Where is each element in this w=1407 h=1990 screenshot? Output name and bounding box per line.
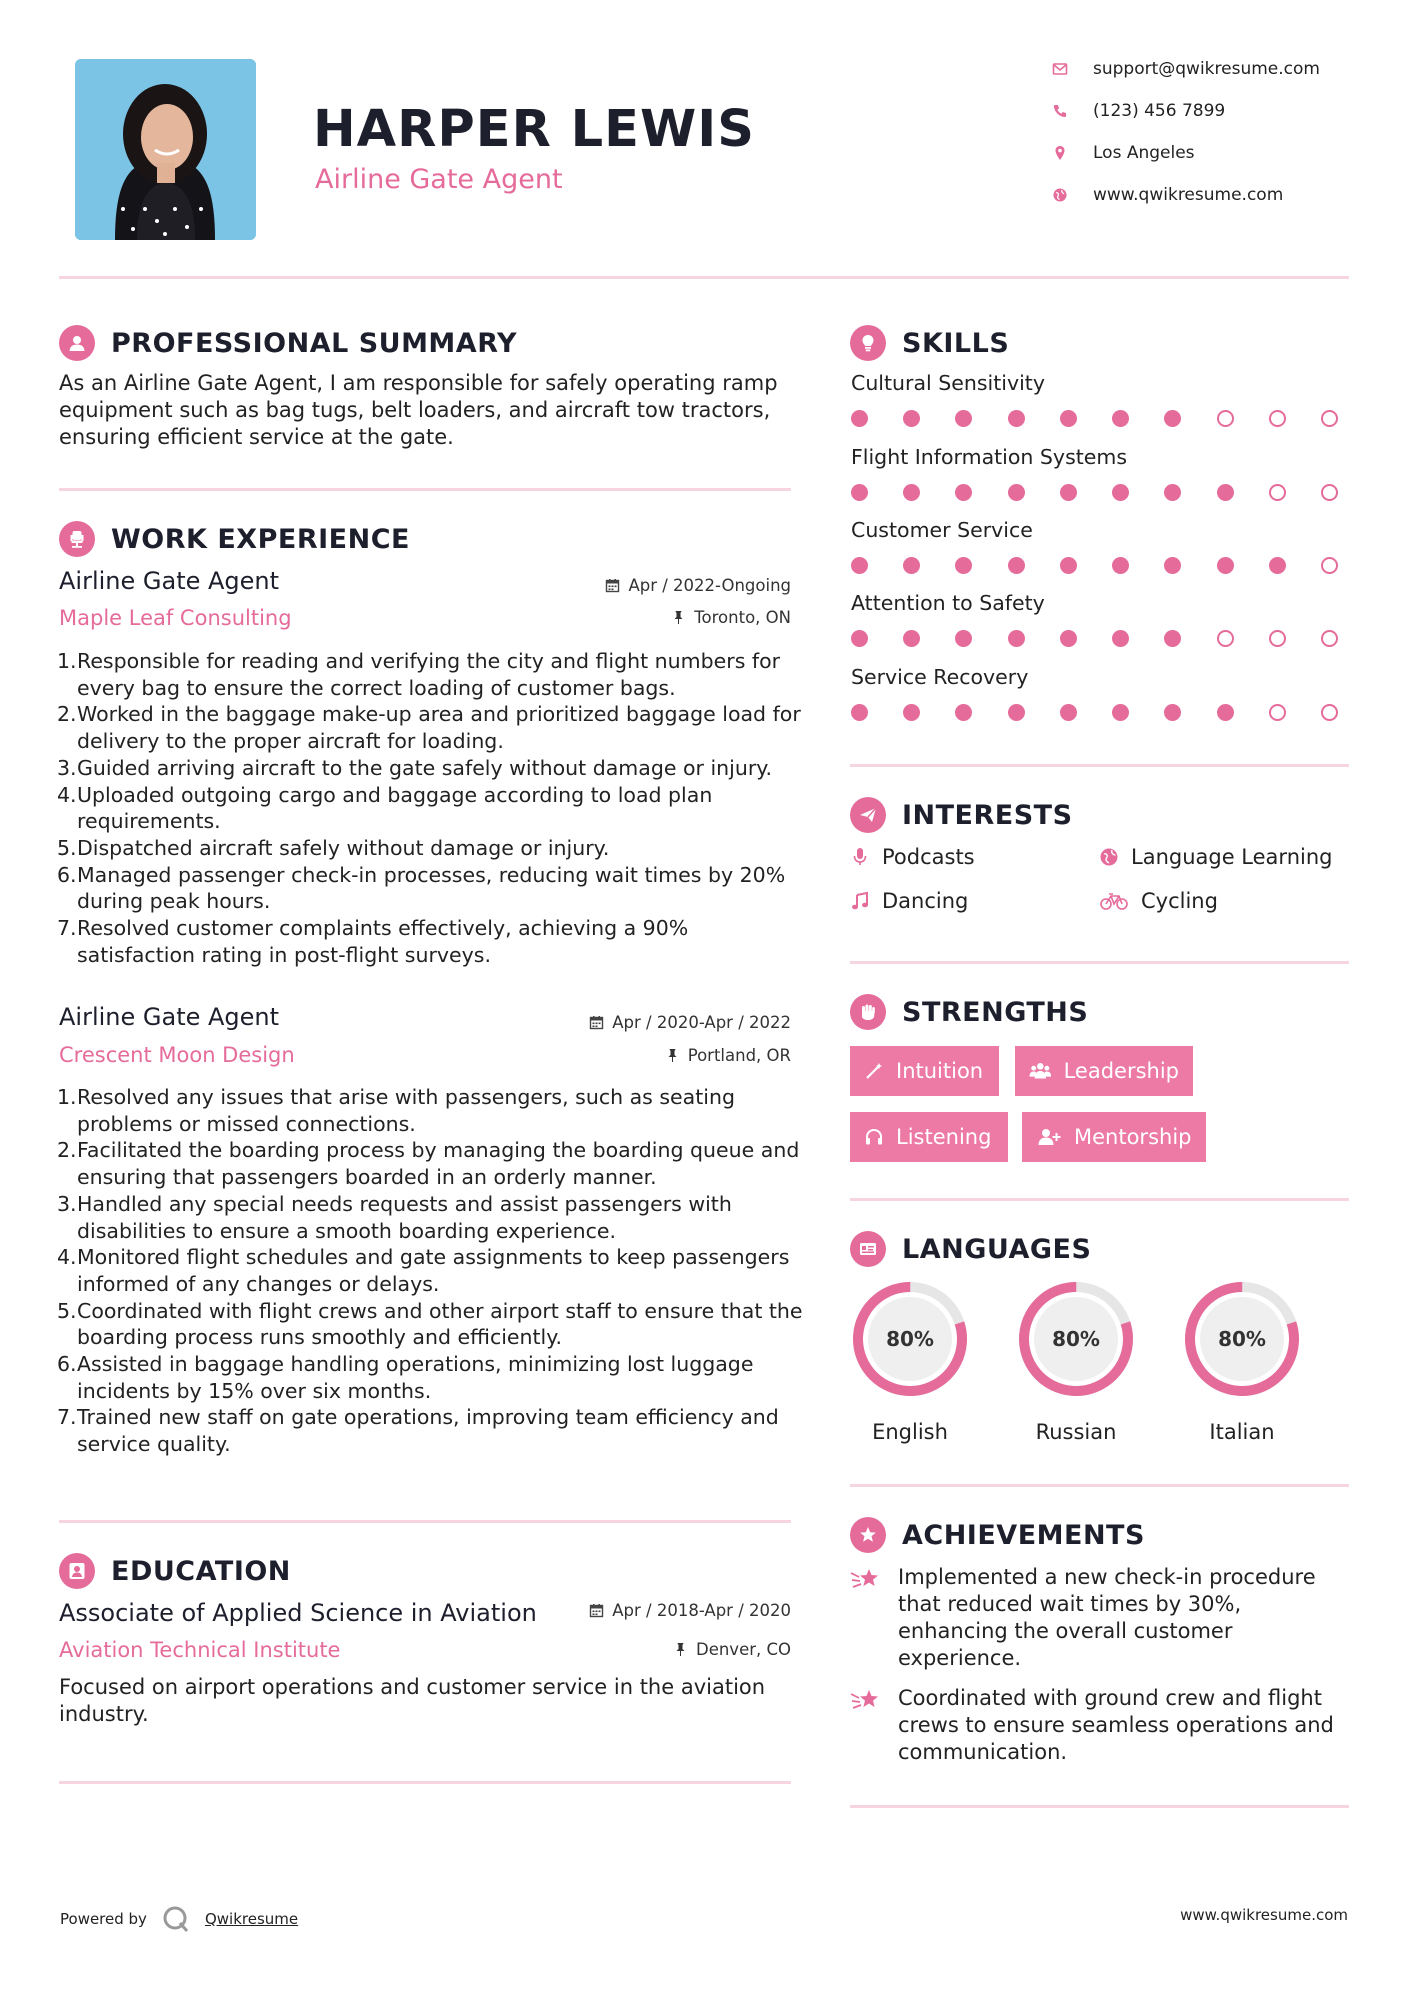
rating-dot-empty xyxy=(1321,704,1338,721)
rating-dot-filled xyxy=(903,484,920,501)
skills-header xyxy=(850,325,1009,361)
skill-rating xyxy=(851,484,1338,501)
strengths-divider xyxy=(850,1198,1349,1201)
calendar-icon xyxy=(605,578,620,593)
strength-label: Mentorship xyxy=(1074,1125,1192,1149)
star-badge-icon xyxy=(850,1517,886,1553)
interest-label: Cycling xyxy=(1141,889,1218,913)
education-header xyxy=(59,1553,291,1589)
rating-dot-empty xyxy=(1269,630,1286,647)
powered-by-label: Powered by xyxy=(60,1910,147,1928)
language-percent: 80% xyxy=(1218,1327,1266,1351)
job-2-duties xyxy=(59,1084,804,1458)
skill-rating xyxy=(851,630,1338,647)
job-2-company: Crescent Moon Design xyxy=(59,1043,295,1067)
summary-header xyxy=(59,325,517,361)
shooting-star-icon xyxy=(850,1565,882,1593)
rating-dot-filled xyxy=(1008,704,1025,721)
language-item xyxy=(840,1278,980,1444)
calendar-icon xyxy=(589,1603,604,1618)
interests-heading: INTERESTS xyxy=(902,799,1073,831)
achievement-text: Coordinated with ground crew and flight crews to ensure seamless operations and communication. xyxy=(898,1686,1334,1764)
rating-dot-filled xyxy=(1217,704,1234,721)
rating-dot-empty xyxy=(1269,484,1286,501)
language-name: Russian xyxy=(1035,1420,1117,1444)
microphone-icon xyxy=(850,847,870,867)
rating-dot-filled xyxy=(955,704,972,721)
rating-dot-filled xyxy=(1217,557,1234,574)
rating-dot-filled xyxy=(1164,484,1181,501)
strength-label: Listening xyxy=(896,1125,992,1149)
rating-dot-filled xyxy=(1060,630,1077,647)
education-divider xyxy=(59,1781,791,1784)
profile-photo xyxy=(75,59,256,240)
rating-dot-empty xyxy=(1321,484,1338,501)
skill-name: Customer Service xyxy=(851,518,1033,542)
skill-name: Attention to Safety xyxy=(851,591,1045,615)
job-1-company: Maple Leaf Consulting xyxy=(59,606,292,630)
rating-dot-filled xyxy=(851,557,868,574)
experience-header xyxy=(59,521,410,557)
education-dates-text: Apr / 2018-Apr / 2020 xyxy=(612,1601,791,1620)
languages-heading: LANGUAGES xyxy=(902,1233,1092,1265)
skill-name: Flight Information Systems xyxy=(851,445,1128,469)
languages-header xyxy=(850,1231,1091,1267)
job-2-dates xyxy=(589,1013,791,1032)
rating-dot-filled xyxy=(955,484,972,501)
pushpin-icon xyxy=(665,1048,680,1063)
language-item xyxy=(1172,1278,1312,1444)
job-1-dates xyxy=(605,576,791,595)
strength-tag xyxy=(1015,1046,1193,1096)
office-chair-icon xyxy=(59,521,95,557)
contact-location xyxy=(1052,141,1352,165)
candidate-name: HARPER LEWIS xyxy=(313,100,755,159)
list-item: 4. Monitored flight schedules and gate assignments to keep passengers informed of any changes or delays. xyxy=(57,1245,790,1296)
languages-divider xyxy=(850,1484,1349,1487)
rating-dot-filled xyxy=(851,484,868,501)
strength-tag xyxy=(850,1112,1008,1162)
skill-name: Service Recovery xyxy=(851,665,1029,689)
rating-dot-filled xyxy=(1112,704,1129,721)
strength-tag xyxy=(1022,1112,1206,1162)
rating-dot-filled xyxy=(1008,557,1025,574)
rating-dot-empty xyxy=(1217,410,1234,427)
job-1-location-text: Toronto, ON xyxy=(694,608,791,627)
interest-item xyxy=(1099,889,1218,913)
qwikresume-logo-icon xyxy=(161,1904,191,1934)
rating-dot-empty xyxy=(1321,410,1338,427)
rating-dot-filled xyxy=(955,630,972,647)
education-description: Focused on airport operations and customer service in the aviation industry. xyxy=(59,1675,766,1726)
users-icon xyxy=(1029,1061,1052,1081)
language-ring xyxy=(1015,1278,1137,1400)
rating-dot-filled xyxy=(851,630,868,647)
interest-item xyxy=(850,889,968,913)
contact-location-text: Los Angeles xyxy=(1093,143,1195,163)
rating-dot-filled xyxy=(903,410,920,427)
list-item: 7. Trained new staff on gate operations, improving team efficiency and service quality. xyxy=(57,1405,779,1457)
footer-website[interactable]: www.qwikresume.com xyxy=(1180,1906,1348,1924)
rating-dot-filled xyxy=(1060,704,1077,721)
skill-rating xyxy=(851,557,1338,574)
rating-dot-filled xyxy=(903,557,920,574)
rating-dot-filled xyxy=(851,704,868,721)
achievement-text: Implemented a new check-in procedure that reduced wait times by 30%, enhancing the overall customer experience. xyxy=(898,1565,1316,1670)
strengths-header xyxy=(850,994,1088,1030)
shooting-star-icon xyxy=(850,1686,882,1714)
strength-label: Leadership xyxy=(1063,1059,1179,1083)
job-2-location xyxy=(665,1046,791,1065)
education-heading: EDUCATION xyxy=(111,1555,291,1587)
rating-dot-filled xyxy=(1217,484,1234,501)
header-divider xyxy=(59,276,1349,279)
rating-dot-empty xyxy=(1269,704,1286,721)
list-item: 5. Dispatched aircraft safely without damage or injury. xyxy=(57,835,610,860)
bicycle-icon xyxy=(1099,891,1129,911)
rating-dot-empty xyxy=(1269,410,1286,427)
skill-item xyxy=(851,518,1338,574)
job-1-duties xyxy=(59,648,804,968)
envelope-icon xyxy=(1052,61,1068,77)
skill-item xyxy=(851,445,1338,501)
list-item: 2. Facilitated the boarding process by managing the boarding queue and ensuring that passengers boarded in an orderly manner. xyxy=(57,1138,800,1190)
rating-dot-filled xyxy=(1008,410,1025,427)
contact-phone-text: (123) 456 7899 xyxy=(1093,101,1226,121)
rating-dot-filled xyxy=(1164,704,1181,721)
experience-heading: WORK EXPERIENCE xyxy=(111,523,410,555)
footer-powered-by xyxy=(60,1904,298,1934)
user-icon xyxy=(59,325,95,361)
strength-tag xyxy=(850,1046,999,1096)
rating-dot-filled xyxy=(1060,484,1077,501)
rating-dot-filled xyxy=(1112,410,1129,427)
list-item: 4. Uploaded outgoing cargo and baggage according to load plan requirements. xyxy=(57,782,713,834)
list-item: 2. Worked in the baggage make-up area and prioritized baggage load for delivery to the proper aircraft for loading. xyxy=(57,702,801,754)
skills-divider xyxy=(850,764,1349,767)
rating-dot-filled xyxy=(851,410,868,427)
job-2-location-text: Portland, OR xyxy=(687,1046,791,1065)
skill-name: Cultural Sensitivity xyxy=(851,371,1045,395)
education-dates xyxy=(589,1601,791,1620)
music-note-icon xyxy=(850,891,870,911)
summary-heading: PROFESSIONAL SUMMARY xyxy=(111,327,518,359)
language-ring xyxy=(849,1278,971,1400)
summary-divider xyxy=(59,488,791,491)
achievement-item xyxy=(850,1564,1350,1672)
interest-item xyxy=(850,845,975,869)
achievement-item xyxy=(850,1685,1350,1766)
list-item: 1. Responsible for reading and verifying the city and flight numbers for every bag to ensure the correct loading of customer bags. xyxy=(57,649,781,700)
interest-label: Dancing xyxy=(882,889,969,913)
strength-label: Intuition xyxy=(896,1059,984,1083)
language-ring xyxy=(1181,1278,1303,1400)
rating-dot-empty xyxy=(1217,630,1234,647)
rating-dot-filled xyxy=(1112,484,1129,501)
language-percent: 80% xyxy=(1052,1327,1100,1351)
rating-dot-filled xyxy=(955,410,972,427)
education-school: Aviation Technical Institute xyxy=(59,1638,341,1662)
rating-dot-filled xyxy=(1008,630,1025,647)
list-item: 7. Resolved customer complaints effectively, achieving a 90% satisfaction rating in post-flight surveys. xyxy=(57,916,689,967)
rating-dot-filled xyxy=(1164,410,1181,427)
rating-dot-filled xyxy=(1060,410,1077,427)
language-percent: 80% xyxy=(886,1327,934,1351)
rating-dot-empty xyxy=(1321,557,1338,574)
rating-dot-filled xyxy=(1112,557,1129,574)
job-2-title: Airline Gate Agent xyxy=(59,1003,280,1031)
strengths-heading: STRENGTHS xyxy=(902,996,1089,1028)
job-1-dates-text: Apr / 2022-Ongoing xyxy=(628,576,791,595)
rating-dot-filled xyxy=(1269,557,1286,574)
achievements-header xyxy=(850,1517,1145,1553)
magic-wand-icon xyxy=(864,1061,884,1081)
achievements-divider xyxy=(850,1805,1349,1808)
language-item xyxy=(1006,1278,1146,1444)
contact-phone[interactable] xyxy=(1052,99,1352,123)
rating-dot-filled xyxy=(1008,484,1025,501)
graduate-icon xyxy=(59,1553,95,1589)
summary-text: As an Airline Gate Agent, I am responsible for safely operating ramp equipment such as bag tugs, belt loaders, and aircraft tow tractors, ensuring efficient service at the gate. xyxy=(59,371,778,449)
rating-dot-filled xyxy=(1060,557,1077,574)
list-item: 6. Managed passenger check-in processes, reducing wait times by 20% during peak hours. xyxy=(57,862,786,914)
pushpin-icon xyxy=(673,1642,688,1657)
list-item: 3. Handled any special needs requests and assist passengers with disabilities to ensure a smooth boarding experience. xyxy=(57,1191,732,1243)
skill-item xyxy=(851,591,1338,647)
contact-website-text: www.qwikresume.com xyxy=(1093,185,1284,205)
user-plus-icon xyxy=(1036,1127,1062,1147)
experience-divider xyxy=(59,1520,791,1523)
skill-rating xyxy=(851,704,1338,721)
language-name: Italian xyxy=(1209,1420,1275,1444)
achievements-heading: ACHIEVEMENTS xyxy=(902,1519,1145,1551)
raised-fist-icon xyxy=(850,994,886,1030)
map-pin-icon xyxy=(1052,145,1068,161)
contact-email-text: support@qwikresume.com xyxy=(1093,59,1320,79)
candidate-title: Airline Gate Agent xyxy=(315,164,563,195)
interests-header xyxy=(850,797,1073,833)
rating-dot-filled xyxy=(903,630,920,647)
contact-website[interactable] xyxy=(1052,183,1352,207)
skills-heading: SKILLS xyxy=(902,327,1010,359)
language-name: English xyxy=(872,1420,948,1444)
interest-item xyxy=(1099,845,1332,869)
rating-dot-filled xyxy=(955,557,972,574)
lightbulb-icon xyxy=(850,325,886,361)
portrait-image xyxy=(75,59,256,240)
list-item: 5. Coordinated with flight crews and other airport staff to ensure that the boarding process runs smoothly and efficiently. xyxy=(57,1298,803,1350)
job-1-title: Airline Gate Agent xyxy=(59,567,280,595)
skill-item xyxy=(851,665,1338,721)
job-1-location xyxy=(671,608,791,627)
paper-plane-icon xyxy=(850,797,886,833)
job-2-dates-text: Apr / 2020-Apr / 2022 xyxy=(612,1013,791,1032)
skill-rating xyxy=(851,410,1338,427)
globe-icon xyxy=(1099,847,1119,867)
list-item: 3. Guided arriving aircraft to the gate safely without damage or injury. xyxy=(57,755,772,780)
rating-dot-empty xyxy=(1321,630,1338,647)
education-degree: Associate of Applied Science in Aviation xyxy=(59,1599,537,1627)
contact-email[interactable] xyxy=(1052,57,1352,81)
interest-label: Language Learning xyxy=(1131,845,1333,869)
pushpin-icon xyxy=(671,610,686,625)
education-location-text: Denver, CO xyxy=(695,1640,791,1659)
rating-dot-filled xyxy=(1164,557,1181,574)
brand-link[interactable]: Qwikresume xyxy=(204,1910,299,1928)
skill-item xyxy=(851,371,1338,427)
globe-icon xyxy=(1052,187,1068,203)
list-item: 6. Assisted in baggage handling operations, minimizing lost luggage incidents by 15% over six months. xyxy=(57,1352,754,1403)
phone-icon xyxy=(1052,103,1068,119)
education-location xyxy=(673,1640,791,1659)
calendar-icon xyxy=(589,1015,604,1030)
interest-label: Podcasts xyxy=(882,845,975,869)
rating-dot-filled xyxy=(903,704,920,721)
interests-divider xyxy=(850,961,1349,964)
rating-dot-filled xyxy=(1164,630,1181,647)
headphones-icon xyxy=(864,1127,884,1147)
rating-dot-filled xyxy=(1112,630,1129,647)
list-item: 1. Resolved any issues that arise with passengers, such as seating problems or missed connections. xyxy=(57,1085,735,1136)
id-card-icon xyxy=(850,1231,886,1267)
